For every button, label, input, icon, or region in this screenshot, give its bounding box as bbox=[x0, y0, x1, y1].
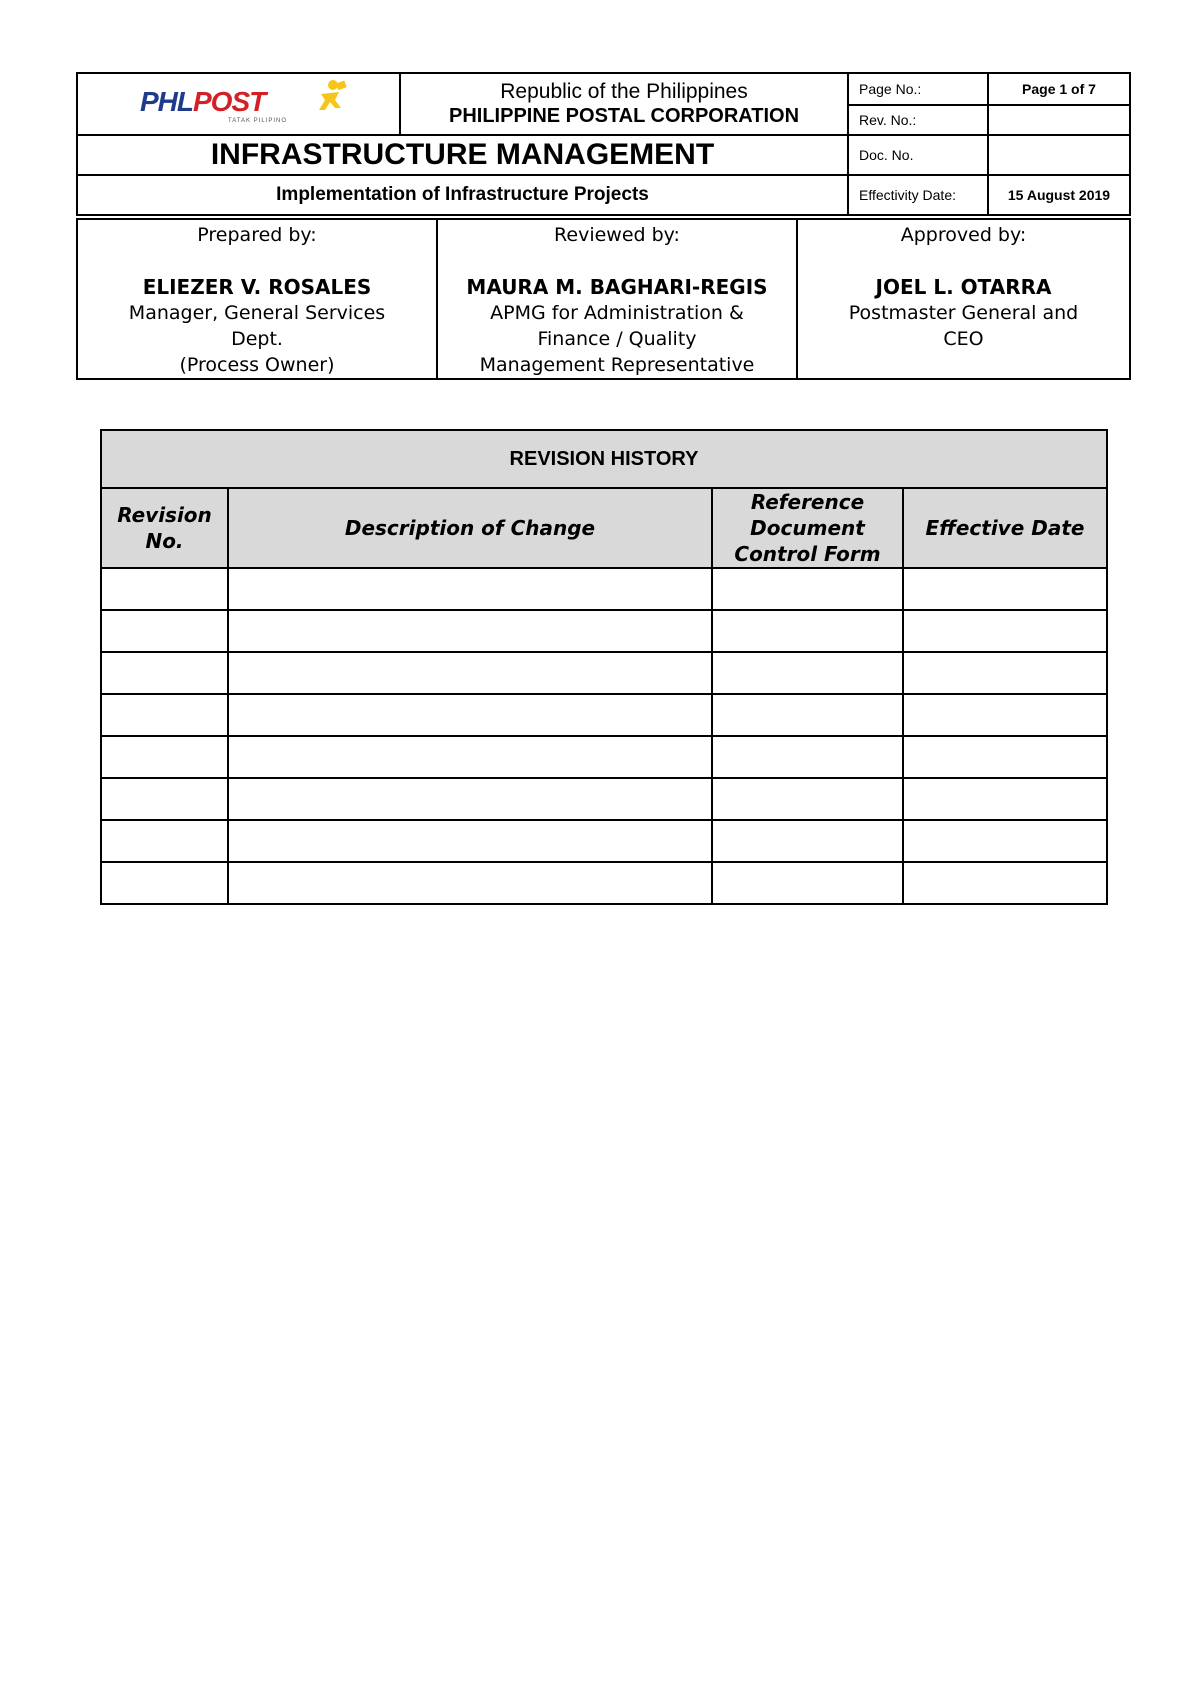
republic-line: Republic of the Philippines bbox=[500, 80, 748, 104]
doc-no-value bbox=[988, 135, 1130, 175]
revision-history-title: REVISION HISTORY bbox=[101, 430, 1107, 488]
page-no-value: Page 1 of 7 bbox=[988, 73, 1130, 105]
signatories-table bbox=[76, 218, 1131, 380]
reference-document-cell bbox=[712, 694, 903, 736]
preparer-name: ELIEZER V. ROSALES bbox=[142, 275, 372, 299]
revision-no-cell bbox=[101, 820, 228, 862]
reference-document-header: Reference Document Control Form bbox=[712, 488, 903, 568]
table-row bbox=[101, 862, 1107, 904]
reviewer-name: MAURA M. BAGHARI-REGIS bbox=[466, 275, 768, 299]
document-title: INFRASTRUCTURE MANAGEMENT bbox=[77, 135, 848, 175]
effective-date-cell bbox=[903, 610, 1107, 652]
table-row bbox=[101, 610, 1107, 652]
reviewed-by-cell bbox=[437, 219, 797, 379]
revision-no-cell bbox=[101, 610, 228, 652]
logo-cell bbox=[77, 73, 400, 135]
effective-date-cell bbox=[903, 862, 1107, 904]
running-postman-icon bbox=[313, 78, 347, 118]
doc-no-label: Doc. No. bbox=[848, 135, 988, 175]
preparer-title-line: Dept. bbox=[231, 328, 283, 350]
effective-date-cell bbox=[903, 652, 1107, 694]
description-cell bbox=[228, 610, 712, 652]
page-no-label: Page No.: bbox=[848, 73, 988, 105]
description-cell bbox=[228, 568, 712, 610]
revision-no-header: Revision No. bbox=[101, 488, 228, 568]
approver-title-line: Postmaster General and bbox=[848, 302, 1079, 324]
revision-no-cell bbox=[101, 652, 228, 694]
reference-document-cell bbox=[712, 568, 903, 610]
table-row bbox=[101, 820, 1107, 862]
revision-no-cell bbox=[101, 736, 228, 778]
approver-name: JOEL L. OTARRA bbox=[875, 275, 1052, 299]
revision-no-cell bbox=[101, 694, 228, 736]
reference-document-cell bbox=[712, 778, 903, 820]
effective-date-cell bbox=[903, 568, 1107, 610]
rev-no-value bbox=[988, 105, 1130, 135]
revision-history-body bbox=[101, 568, 1107, 904]
revision-history-header-row bbox=[101, 488, 1107, 568]
reference-document-cell bbox=[712, 736, 903, 778]
approved-by-label: Approved by: bbox=[900, 224, 1027, 246]
reviewer-title-line: Management Representative bbox=[479, 354, 755, 376]
approved-by-cell bbox=[797, 219, 1130, 379]
reference-document-cell bbox=[712, 652, 903, 694]
effectivity-date-label: Effectivity Date: bbox=[848, 175, 988, 215]
revision-no-cell bbox=[101, 862, 228, 904]
table-row bbox=[101, 652, 1107, 694]
description-cell bbox=[228, 652, 712, 694]
description-cell bbox=[228, 736, 712, 778]
organization-cell bbox=[400, 73, 848, 135]
prepared-by-cell bbox=[77, 219, 437, 379]
reviewer-title-line: Finance / Quality bbox=[537, 328, 697, 350]
phlpost-logo bbox=[78, 74, 399, 134]
document-header bbox=[76, 72, 1131, 216]
reviewed-by-label: Reviewed by: bbox=[554, 224, 680, 246]
table-row bbox=[101, 736, 1107, 778]
document-subtitle: Implementation of Infrastructure Projects bbox=[77, 175, 848, 215]
prepared-by-label: Prepared by: bbox=[197, 224, 317, 246]
preparer-title-line: Manager, General Services bbox=[128, 302, 386, 324]
table-row bbox=[101, 778, 1107, 820]
description-header: Description of Change bbox=[228, 488, 712, 568]
approver-title-line: CEO bbox=[943, 328, 984, 350]
table-row bbox=[101, 568, 1107, 610]
reference-document-cell bbox=[712, 862, 903, 904]
effective-date-cell bbox=[903, 694, 1107, 736]
reviewer-title-line: APMG for Administration & bbox=[490, 302, 744, 324]
effectivity-date-value: 15 August 2019 bbox=[988, 175, 1130, 215]
effective-date-cell bbox=[903, 820, 1107, 862]
rev-no-label: Rev. No.: bbox=[848, 105, 988, 135]
revision-no-cell bbox=[101, 778, 228, 820]
revision-no-cell bbox=[101, 568, 228, 610]
description-cell bbox=[228, 778, 712, 820]
corporation-name: PHILIPPINE POSTAL CORPORATION bbox=[448, 104, 800, 127]
logo-wordmark: PHLPOST bbox=[140, 86, 266, 117]
logo-tagline: TATAK PILIPINO bbox=[228, 118, 288, 124]
reference-document-cell bbox=[712, 820, 903, 862]
revision-history-table bbox=[100, 429, 1108, 905]
effective-date-cell bbox=[903, 778, 1107, 820]
table-row bbox=[101, 694, 1107, 736]
effective-date-cell bbox=[903, 736, 1107, 778]
description-cell bbox=[228, 694, 712, 736]
preparer-title-line: (Process Owner) bbox=[179, 354, 335, 376]
description-cell bbox=[228, 820, 712, 862]
description-cell bbox=[228, 862, 712, 904]
reference-document-cell bbox=[712, 610, 903, 652]
effective-date-header: Effective Date bbox=[903, 488, 1107, 568]
